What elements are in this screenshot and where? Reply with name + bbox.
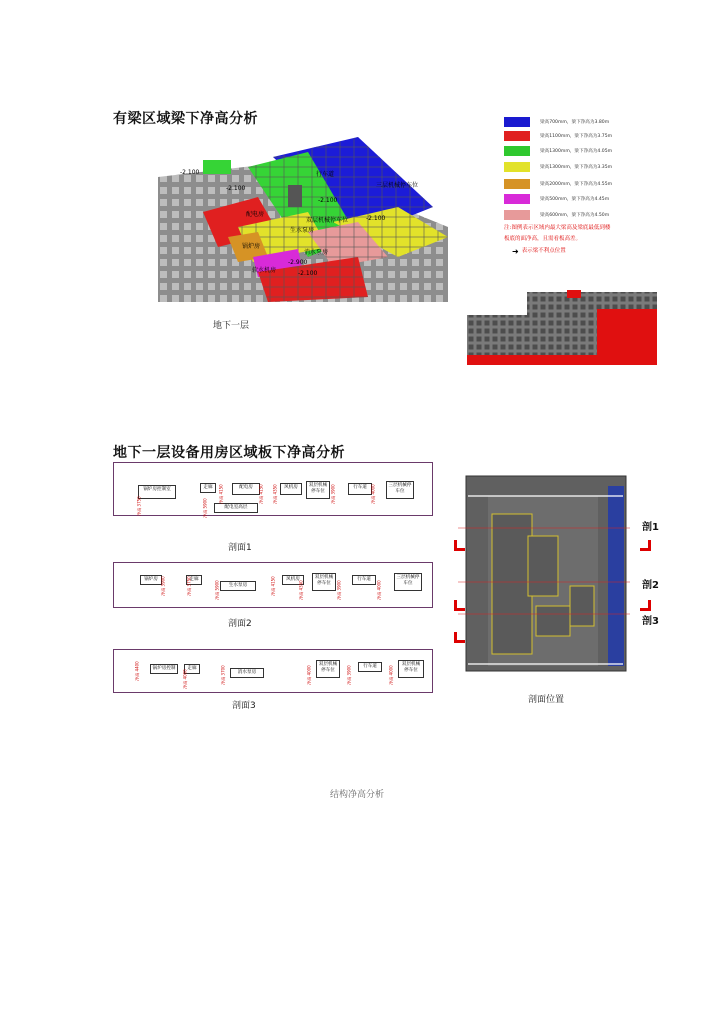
model-label-10: 锅炉房 [242, 243, 261, 250]
legend-item-3 [504, 146, 612, 156]
height-dimension: 净高 4150 [218, 484, 224, 504]
model-label-3: 配电房 [246, 211, 265, 218]
section-drawing-2 [113, 562, 433, 608]
legend-marker-text: 表示梁不利点位置 [521, 248, 566, 254]
model-label-1: -2.100 [180, 169, 200, 176]
height-dimension: 净高 3900 [336, 580, 342, 600]
legend-text: 梁高1300mm，梁下净高为4.05m [540, 149, 613, 154]
height-dimension: 净高 4000 [370, 484, 376, 504]
section-marker-corner [454, 632, 465, 643]
legend-item-5 [504, 179, 612, 189]
model-label-5: 三层机械停车位 [376, 182, 419, 189]
height-dimension: 净高 4000 [388, 665, 394, 685]
floor-plan-view [458, 466, 630, 688]
height-dimension: 净高 4350 [298, 580, 304, 600]
legend-swatch [504, 117, 530, 127]
height-dimension: 净高 3900 [346, 665, 352, 685]
room-label: 行车道 [348, 483, 372, 495]
room-label: 配电房 [232, 483, 260, 495]
legend-marker [512, 246, 566, 257]
side-section-thumbnail [467, 287, 657, 365]
height-dimension: 净高 3750 [186, 576, 192, 596]
model-label-2: -2.100 [226, 185, 246, 192]
height-dimension: 净高 4150 [270, 576, 276, 596]
section1-caption: 地下一层 [213, 321, 250, 331]
legend-note-line: 注:图例表示区域内最大梁高及梁底最低到楼 [504, 225, 611, 231]
model-label-14: -2.900 [288, 259, 308, 266]
legend-swatch [504, 179, 530, 189]
legend-item-7 [504, 210, 609, 220]
legend-text: 梁高1300mm，梁下净高为3.35m [540, 165, 613, 170]
model-label-8: 生水泵房 [290, 227, 315, 234]
room-label: 走廊 [184, 664, 200, 674]
legend-text: 梁高500mm，梁下净高为4.45m [540, 197, 610, 202]
legend-note [504, 223, 634, 245]
room-label: 三层机械停车位 [394, 573, 422, 591]
room-label: 行车道 [352, 575, 376, 585]
room-label: 锅炉房控制室 [138, 485, 176, 499]
section1-title: 有梁区域梁下净高分析 [113, 111, 258, 127]
plan-mark-2: 剖2 [642, 580, 659, 591]
model-label-7: 双层机械停车位 [306, 217, 349, 224]
legend-swatch [504, 131, 530, 141]
height-dimension: 净高 5900 [202, 498, 208, 518]
height-dimension: 净高 4000 [306, 665, 312, 685]
section-marker-corner [640, 600, 651, 611]
room-label: 锅炉房 [140, 575, 162, 585]
plan-mark-3: 剖3 [642, 616, 659, 627]
room-label: 行车道 [358, 662, 382, 672]
room-label: 风机房 [280, 483, 302, 495]
legend-text: 梁高1100mm，梁下净高为3.75m [540, 134, 613, 139]
model-label-9: -2.100 [366, 215, 386, 222]
room-label: 锅炉房控制 [150, 664, 178, 674]
section2-drawing-caption: 剖面2 [228, 619, 252, 629]
height-dimension: 净高 3750 [136, 496, 142, 516]
height-dimension: 净高 4150 [258, 484, 264, 504]
legend-note-line: 板底的面净高，且需看板高差。 [504, 236, 582, 242]
legend-item-1 [504, 117, 609, 127]
side-section-svg [467, 287, 657, 365]
height-dimension: 净高 3900 [160, 576, 166, 596]
floor-plan-svg [458, 466, 630, 688]
section-drawing-1 [113, 462, 433, 516]
beam-3d-model [158, 137, 448, 302]
model-label-13: 软水机房 [252, 267, 277, 274]
room-label: 双层机械停车位 [316, 660, 340, 678]
height-dimension: 净高 4400 [134, 661, 140, 681]
room-label: 生水泵房 [220, 581, 256, 591]
section-marker-corner [640, 540, 651, 551]
section-marker-corner [454, 540, 465, 551]
legend-swatch [504, 194, 530, 204]
section-marker-corner [454, 600, 465, 611]
model-label-11: 消水泵房 [304, 249, 329, 256]
section3-drawing-caption: 剖面3 [232, 701, 256, 711]
model-label-12: -2.100 [298, 270, 318, 277]
room-label: 双层机械停车位 [312, 573, 336, 591]
legend-swatch [504, 146, 530, 156]
room-label: 三层机械停车位 [386, 481, 414, 499]
legend-swatch [504, 162, 530, 172]
section2-title: 地下一层设备用房区域板下净高分析 [113, 445, 345, 461]
room-label: 风机房 [282, 575, 304, 585]
legend-swatch [504, 210, 530, 220]
height-dimension: 净高 5900 [214, 580, 220, 600]
height-dimension: 净高 3700 [220, 665, 226, 685]
legend-item-2 [504, 131, 612, 141]
room-label: 消水泵房 [230, 668, 264, 678]
plan-mark-1: 剖1 [642, 522, 659, 533]
footer-caption: 结构净高分析 [330, 790, 385, 800]
room-label: 走廊 [200, 483, 216, 493]
legend-text: 梁高700mm，梁下净高为3.80m [540, 120, 610, 125]
room-label: 双层机械停车位 [398, 660, 424, 678]
arrow-marker-icon: ➜ [512, 247, 519, 256]
model-label-6: -2.100 [318, 197, 338, 204]
legend-item-4 [504, 162, 612, 172]
model-label-4: 行车道 [316, 171, 335, 178]
height-dimension: 净高 4000 [182, 669, 188, 689]
beam-3d-svg [158, 137, 448, 302]
legend-text: 梁高600mm，梁下净高为4.50m [540, 213, 610, 218]
height-dimension: 净高 4000 [376, 580, 382, 600]
room-label: 走廊 [186, 575, 202, 585]
plan-caption: 剖面位置 [528, 695, 565, 705]
legend-item-6 [504, 194, 609, 204]
height-dimension: 净高 4350 [272, 484, 278, 504]
height-dimension: 净高 3900 [330, 484, 336, 504]
section-drawing-3 [113, 649, 433, 693]
legend-text: 梁高2000mm，梁下净高为4.55m [540, 182, 613, 187]
room-label: 双层机械停车位 [306, 481, 330, 499]
section1-drawing-caption: 剖面1 [228, 543, 252, 553]
room-label: 配电室高层 [214, 503, 258, 513]
